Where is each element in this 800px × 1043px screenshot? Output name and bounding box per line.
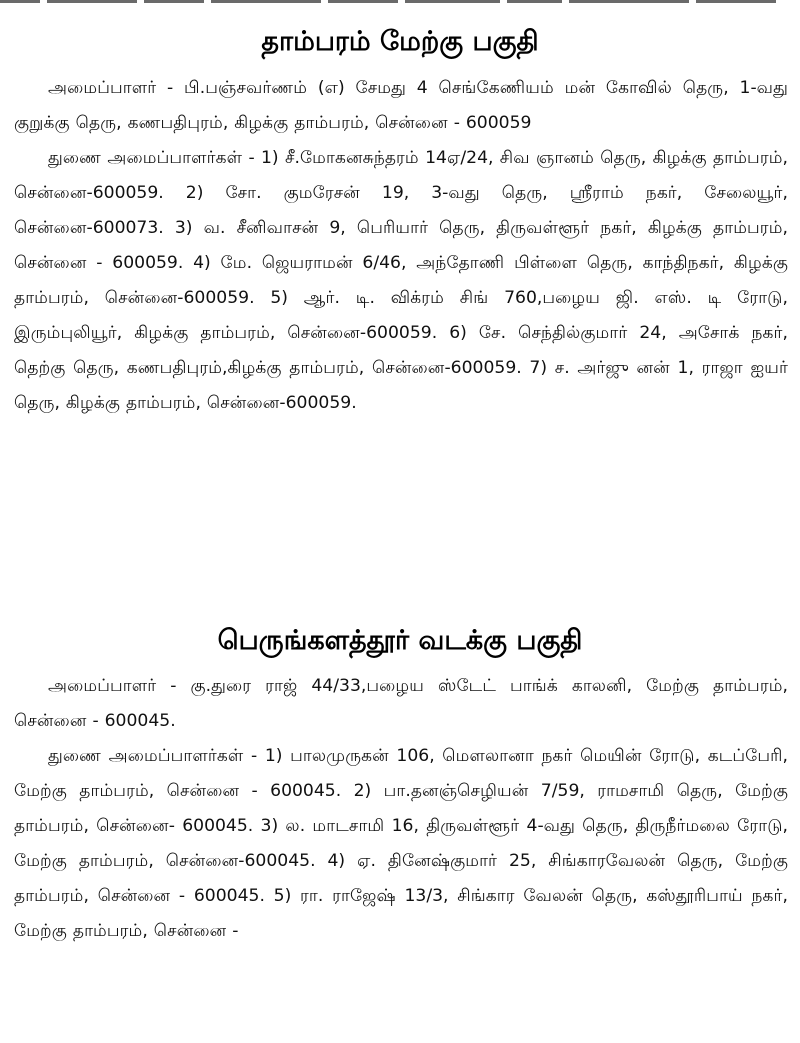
deputy-organizers-paragraph: துணை அமைப்பாளர்கள் - 1) பாலமுருகன் 106, மௌலானா நகர் மெயின் ரோடு, கடப்பேரி, மேற்கு தாம்பரம், சென்னை - 600045. 2) பா.தனஞ்செழியன் 7/59, ராமசாமி தெரு, மேற்கு தாம்பரம், சென்னை- 600045. 3) ல. மாடசாமி 16, திருவள்ளூர் 4-வது தெரு, திருநீர்மலை ரோடு, மேற்கு தாம்பரம், சென்னை-600045. 4) ஏ. தினேஷ்குமார் 25, சிங்காரவேலன் தெரு, மேற்கு தாம்பரம், சென்னை - 600045. 5) ரா. ராஜேஷ் 13/3, சிங்கார வேலன் தெரு, கஸ்தூரிபாய் நகர், மேற்கு தாம்பரம், சென்னை -: [14, 746, 788, 941]
deputy-organizers-paragraph: துணை அமைப்பாளர்கள் - 1) சீ.மோகனசுந்தரம் 14ஏ/24, சிவ ஞானம் தெரு, கிழக்கு தாம்பரம், சென்னை-600059. 2) சோ. குமரேசன் 19, 3-வது தெரு, ஸ்ரீராம் நகர், சேலையூர், சென்னை-600073. 3) வ. சீனிவாசன் 9, பெரியார் தெரு, திருவள்ளூர் நகர், கிழக்கு தாம்பரம், சென்னை - 600059. 4) மே. ஜெயராமன் 6/46, அந்தோணி பிள்ளை தெரு, காந்திநகர், கிழக்கு தாம்பரம், சென்னை-600059. 5) ஆர். டி. விக்ரம் சிங் 760,பழைய ஜி. எஸ். டி ரோடு, இரும்புலியூர், கிழக்கு தாம்பரம், சென்னை-600059. 6) சே. செந்தில்குமார் 24, அசோக் நகர், தெற்கு தெரு, கணபதிபுரம்,கிழக்கு தாம்பரம், சென்னை-600059. 7) ச. அர்ஜு னன் 1, ராஜா ஐயர் தெரு, கிழக்கு தாம்பரம், சென்னை-600059.: [14, 148, 788, 413]
cropped-previous-line: [0, 0, 800, 6]
section-perungalathur-north: [0, 617, 800, 949]
section-tambaram-west: [0, 18, 800, 421]
organizer-paragraph: அமைப்பாளர் - கு.துரை ராஜ் 44/33,பழைய ஸ்டேட் பாங்க் காலனி, மேற்கு தாம்பரம், சென்னை - 600045.: [14, 676, 788, 731]
section-heading: பெருங்களத்தூர் வடக்கு பகுதி: [217, 625, 583, 656]
section-heading: தாம்பரம் மேற்கு பகுதி: [261, 26, 539, 57]
organizer-paragraph: அமைப்பாளர் - பி.பஞ்சவர்ணம் (எ) சேமது 4 செங்கேணியம் மன் கோவில் தெரு, 1-வது குறுக்கு தெரு, கணபதிபுரம், கிழக்கு தாம்பரம், சென்னை - 600059: [14, 78, 788, 133]
